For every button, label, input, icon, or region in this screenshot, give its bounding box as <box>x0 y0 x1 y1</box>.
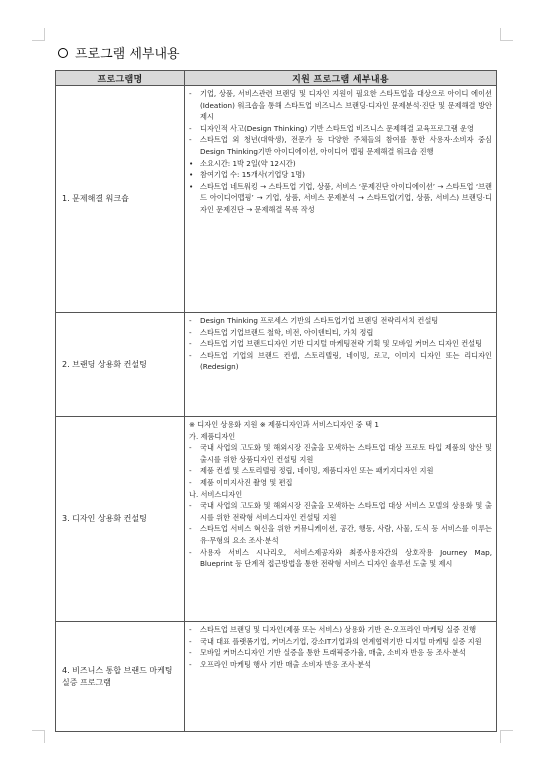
program-detail <box>185 313 497 417</box>
detail-list <box>189 315 492 373</box>
list-item: - 국내 대표 플랫폼기업, 커머스기업, 강소IT기업과의 연계협력기반 디지털 마케팅 실증 지원 <box>189 636 492 648</box>
section-title: 프로그램 세부내용 <box>75 47 180 62</box>
list-item: • 소요시간: 1박 2일(약 12시간) <box>189 158 492 170</box>
crop-mark-top-left <box>32 28 45 41</box>
detail-list <box>189 88 492 216</box>
list-item: - 모바일 커머스디자인 기반 실증을 통한 트래픽증가율, 매출, 소비자 반응 등 조사·분석 <box>189 647 492 659</box>
list-item: - 스타트업 브랜딩 및 디자인(제품 또는 서비스) 상용화 기반 온·오프라인 마케팅 실증 진행 <box>189 624 492 636</box>
section-heading <box>58 43 180 62</box>
table-header-row <box>56 71 497 86</box>
detail-list <box>189 419 492 570</box>
list-item: - 스타트업 서비스 혁신을 위한 커뮤니케이션, 공간, 행동, 사람, 사물, 도식 등 서비스를 이루는 유·무형의 요소 조사·분석 <box>189 523 492 546</box>
list-item: - 디자인적 사고(Design Thinking) 기반 스타트업 비즈니스 문제해결 교육프로그램 운영 <box>189 123 492 135</box>
list-item: - 스타트업 기업브랜드 철학, 비전, 아이덴티티, 가치 정립 <box>189 327 492 339</box>
program-name: 3. 디자인 상용화 컨설팅 <box>56 417 185 622</box>
program-name: 1. 문제해결 워크숍 <box>56 86 185 313</box>
program-name: 2. 브랜딩 상용화 컨설팅 <box>56 313 185 417</box>
table-row <box>56 86 497 313</box>
program-detail <box>185 417 497 622</box>
list-item: ※ 디자인 상용화 지원 ※ 제품디자인과 서비스디자인 중 택 1 <box>189 420 379 429</box>
table-row <box>56 622 497 732</box>
list-item: - 기업, 상품, 서비스관련 브랜딩 및 디자인 지원이 필요한 스타트업을 대상으로 아이디 에이션(Ideation) 워크숍을 통해 스타트업 비즈니스 브랜딩·디자인 문제분석·진단 및 문제해결 방안제시 <box>189 88 492 123</box>
program-table <box>55 70 497 732</box>
list-item: • 참여기업 수: 15개사(기업당 1명) <box>189 169 492 181</box>
list-item: - 스타트업 기업 브랜드디자인 기반 디지털 마케팅전략 기획 및 모바일 커머스 디자인 컨설팅 <box>189 338 492 350</box>
list-item: - 스타트업 외 청년(대학생), 전문가 등 다양한 주체들의 참여를 통한 사용자·소비자 중심 Design Thinking기반 아이디에이션, 아이디어 맵핑 문제해결 워크숍 진행 <box>189 134 492 157</box>
list-item: - 오프라인 마케팅 행사 기반 매출 소비자 반응 조사·분석 <box>189 659 492 671</box>
list-item: • 스타트업 네트워킹 → 스타트업 기업, 상품, 서비스 ‘문제진단 아이디에이션’ → 스타트업 ‘브랜드 아이디어맵핑’ → 기업, 상품, 서비스 문제분석 → 스타트업(기업, 상품, 서비스) 브랜딩·디자인 문제진단 → 문제해결 목록 작성 <box>189 181 492 216</box>
list-item: - 국내 사업의 고도화 및 해외시장 진출을 모색하는 스타트업 대상 프로토 타입 제품의 양산 및 출시를 위한 상품디자인 컨설팅 지원 <box>189 442 492 465</box>
list-item: - 사용자 서비스 시나리오, 서비스제공자와 최종사용자간의 상호작용 Journey Map, Blueprint 등 단계적 접근방법을 통한 전략형 서비스 디자인 솔루션 도출 및 제시 <box>189 547 492 570</box>
list-item: - 제품 컨셉 및 스토리텔링 정립, 네이밍, 제품디자인 또는 패키지디자인 지원 <box>189 465 492 477</box>
list-item: 가. 제품디자인 <box>189 431 236 441</box>
crop-mark-bottom-left <box>32 730 45 743</box>
header-program: 프로그램명 <box>56 71 185 86</box>
list-item: - 제품 이미지사진 촬영 및 편집 <box>189 477 492 489</box>
table-row <box>56 417 497 622</box>
list-item: - 국내 사업의 고도화 및 해외시장 진출을 모색하는 스타트업 대상 서비스 모델의 상용화 및 출시를 위한 전략형 서비스디자인 컨설팅 지원 <box>189 500 492 523</box>
program-name: 4. 비즈니스 통합 브랜드 마케팅 실증 프로그램 <box>56 622 185 732</box>
list-item: - Design Thinking 프로세스 기반의 스타트업기업 브랜딩 전략리서치 컨설팅 <box>189 315 492 327</box>
table-row <box>56 313 497 417</box>
crop-mark-bottom-right <box>500 730 513 743</box>
program-detail <box>185 622 497 732</box>
header-detail: 지원 프로그램 세부내용 <box>185 71 497 86</box>
list-item: 나. 서비스디자인 <box>189 489 243 499</box>
program-detail <box>185 86 497 313</box>
crop-mark-top-right <box>500 28 513 41</box>
detail-list <box>189 624 492 670</box>
list-item: - 스타트업 기업의 브랜드 컨셉, 스토리텔링, 네이밍, 로고, 이미지 디자인 또는 리디자인(Redesign) <box>189 350 492 373</box>
circle-bullet-icon <box>58 48 68 58</box>
